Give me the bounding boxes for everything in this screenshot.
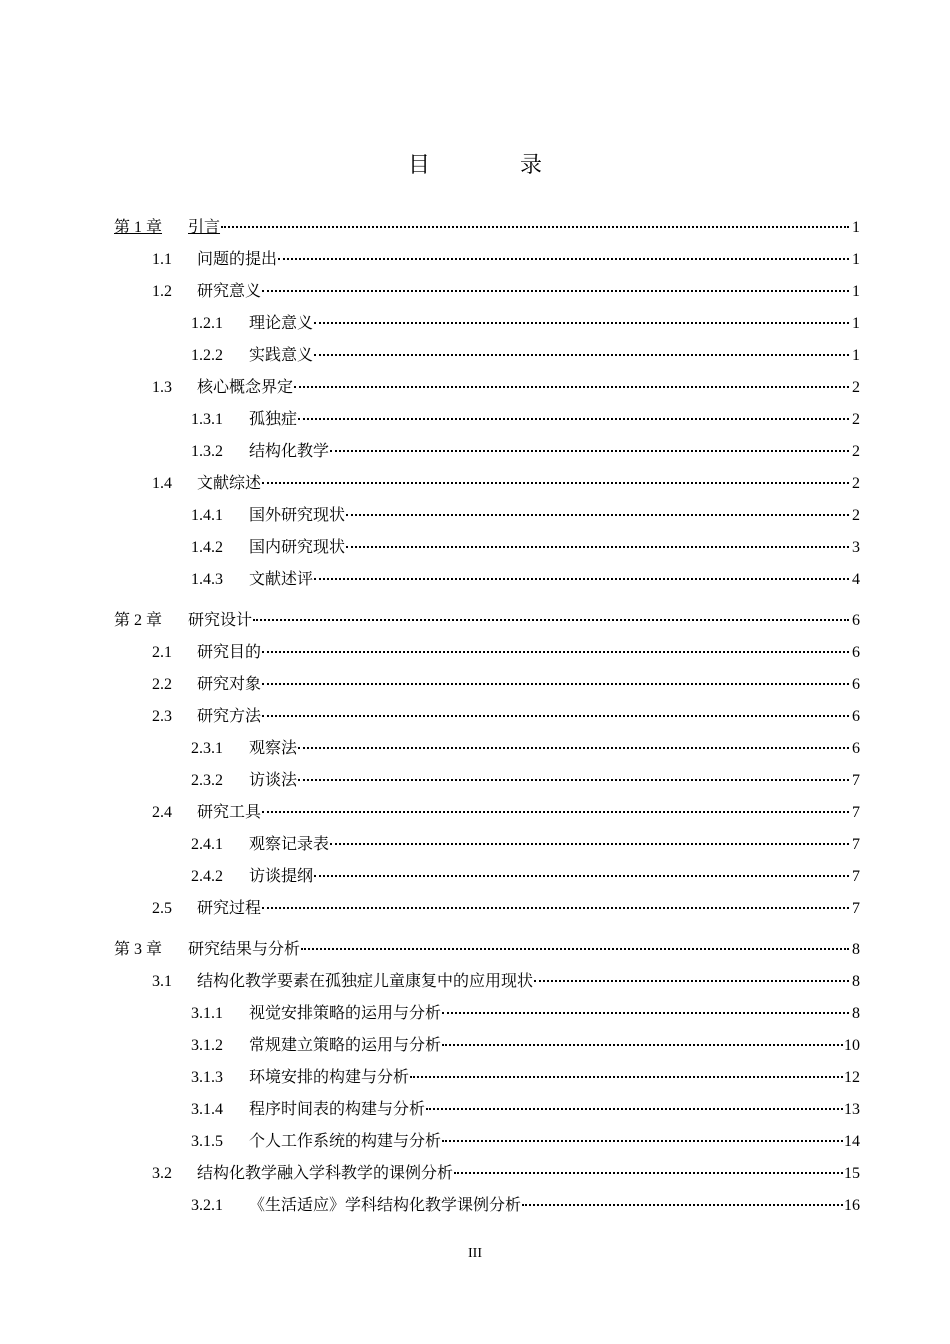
toc-entry-number: 1.2.1	[191, 315, 223, 332]
toc-entry-number: 第 1 章	[114, 219, 163, 236]
dot-leader	[278, 258, 849, 260]
dot-leader	[301, 948, 849, 950]
toc-entry-number: 1.1	[152, 251, 172, 268]
dot-leader	[298, 418, 849, 420]
table-of-contents	[114, 212, 860, 1222]
toc-entry-page: 7	[852, 772, 860, 789]
toc-entry-title: 个人工作系统的构建与分析	[249, 1133, 442, 1150]
toc-entry-page: 2	[852, 411, 860, 428]
toc-entry-number: 3.1.2	[191, 1037, 223, 1054]
toc-entry-number: 1.4.1	[191, 507, 223, 524]
toc-entry-page: 6	[852, 740, 860, 757]
toc-entry-title: 视觉安排策略的运用与分析	[249, 1005, 442, 1022]
toc-entry-page: 1	[852, 251, 860, 268]
toc-entry-page: 12	[844, 1069, 860, 1086]
toc-entry-page: 6	[852, 612, 860, 629]
toc-entry[interactable]	[114, 404, 860, 436]
dot-leader	[262, 683, 849, 685]
toc-entry-number: 2.1	[152, 644, 172, 661]
toc-entry-page: 3	[852, 539, 860, 556]
toc-entry-page: 15	[844, 1165, 860, 1182]
toc-entry-page: 2	[852, 379, 860, 396]
toc-entry-page: 16	[844, 1197, 860, 1214]
toc-entry-number: 3.1.4	[191, 1101, 223, 1118]
toc-entry[interactable]	[114, 637, 860, 669]
toc-entry[interactable]	[114, 500, 860, 532]
toc-entry[interactable]	[114, 998, 860, 1030]
toc-entry-number: 1.2.2	[191, 347, 223, 364]
dot-leader	[410, 1076, 843, 1078]
toc-entry-number: 2.5	[152, 900, 172, 917]
toc-entry[interactable]	[114, 564, 860, 596]
toc-entry[interactable]	[114, 797, 860, 829]
toc-entry[interactable]	[114, 1030, 860, 1062]
toc-entry-number: 3.1.5	[191, 1133, 223, 1150]
toc-entry-number: 2.4	[152, 804, 172, 821]
toc-entry-page: 8	[852, 941, 860, 958]
toc-entry-page: 7	[852, 900, 860, 917]
toc-entry-title: 访谈法	[249, 772, 298, 789]
dot-leader	[330, 843, 849, 845]
toc-entry-number: 2.4.1	[191, 836, 223, 853]
toc-entry-page: 4	[852, 571, 860, 588]
toc-entry-title: 国外研究现状	[249, 507, 346, 524]
dot-leader	[442, 1140, 843, 1142]
dot-leader	[253, 619, 849, 621]
dot-leader	[262, 715, 849, 717]
toc-entry-title: 研究意义	[197, 283, 262, 300]
toc-entry[interactable]	[114, 701, 860, 733]
toc-entry-title: 问题的提出	[197, 251, 278, 268]
toc-entry[interactable]	[114, 669, 860, 701]
toc-entry-page: 2	[852, 507, 860, 524]
toc-entry-number: 1.3	[152, 379, 172, 396]
toc-entry-title: 访谈提纲	[249, 868, 314, 885]
toc-entry-title: 观察法	[249, 740, 298, 757]
toc-entry[interactable]	[114, 212, 860, 244]
toc-entry[interactable]	[114, 765, 860, 797]
toc-entry[interactable]	[114, 532, 860, 564]
toc-entry-title: 环境安排的构建与分析	[249, 1069, 410, 1086]
dot-leader	[346, 546, 849, 548]
toc-entry-number: 第 3 章	[114, 941, 163, 958]
toc-entry-page: 6	[852, 644, 860, 661]
dot-leader	[314, 578, 849, 580]
toc-entry-title: 核心概念界定	[197, 379, 294, 396]
toc-entry-page: 1	[852, 347, 860, 364]
dot-leader	[314, 354, 849, 356]
dot-leader	[262, 907, 849, 909]
toc-entry-title: 结构化教学	[249, 443, 330, 460]
toc-entry-title: 文献综述	[197, 475, 262, 492]
toc-entry-number: 2.3	[152, 708, 172, 725]
toc-entry[interactable]	[114, 861, 860, 893]
toc-entry[interactable]	[114, 1094, 860, 1126]
toc-entry-page: 8	[852, 1005, 860, 1022]
toc-entry[interactable]	[114, 934, 860, 966]
toc-entry[interactable]	[114, 1062, 860, 1094]
toc-entry-number: 1.4	[152, 475, 172, 492]
toc-entry[interactable]	[114, 276, 860, 308]
toc-title: 目 录	[407, 152, 576, 177]
dot-leader	[454, 1172, 843, 1174]
dot-leader	[314, 875, 849, 877]
toc-entry-page: 2	[852, 443, 860, 460]
toc-entry-number: 1.3.2	[191, 443, 223, 460]
toc-entry-number: 3.2.1	[191, 1197, 223, 1214]
toc-entry[interactable]	[114, 340, 860, 372]
toc-entry-number: 1.3.1	[191, 411, 223, 428]
dot-leader	[221, 226, 849, 228]
toc-entry-title: 研究过程	[197, 900, 262, 917]
toc-entry-page: 13	[844, 1101, 860, 1118]
dot-leader	[534, 980, 849, 982]
toc-entry-title: 研究工具	[197, 804, 262, 821]
dot-leader	[298, 779, 849, 781]
dot-leader	[314, 322, 849, 324]
toc-entry-page: 1	[852, 315, 860, 332]
toc-entry[interactable]	[114, 308, 860, 340]
toc-entry-title: 研究设计	[188, 612, 253, 629]
toc-entry-title: 《生活适应》学科结构化教学课例分析	[249, 1197, 522, 1214]
dot-leader	[442, 1044, 843, 1046]
dot-leader	[522, 1204, 843, 1206]
dot-leader	[298, 747, 849, 749]
toc-entry-page: 7	[852, 804, 860, 821]
toc-entry-number: 1.4.2	[191, 539, 223, 556]
toc-entry[interactable]	[114, 436, 860, 468]
toc-entry-title: 研究结果与分析	[188, 941, 301, 958]
toc-entry[interactable]	[114, 966, 860, 998]
toc-entry[interactable]	[114, 605, 860, 637]
toc-entry-title: 研究方法	[197, 708, 262, 725]
toc-entry-title: 程序时间表的构建与分析	[249, 1101, 426, 1118]
page-number-footer: III	[468, 1246, 482, 1261]
toc-entry-number: 第 2 章	[114, 612, 163, 629]
toc-entry-number: 3.1	[152, 973, 172, 990]
dot-leader	[442, 1012, 849, 1014]
dot-leader	[294, 386, 849, 388]
toc-entry-number: 3.1.3	[191, 1069, 223, 1086]
dot-leader	[262, 651, 849, 653]
toc-entry[interactable]	[114, 733, 860, 765]
dot-leader	[426, 1108, 843, 1110]
toc-entry-page: 6	[852, 708, 860, 725]
dot-leader	[346, 514, 849, 516]
toc-entry-number: 3.1.1	[191, 1005, 223, 1022]
toc-entry-title: 观察记录表	[249, 836, 330, 853]
toc-entry-title: 实践意义	[249, 347, 314, 364]
toc-entry[interactable]	[114, 893, 860, 925]
toc-entry-number: 1.2	[152, 283, 172, 300]
toc-entry-title: 结构化教学要素在孤独症儿童康复中的应用现状	[197, 973, 534, 990]
dot-leader	[262, 290, 849, 292]
toc-entry-number: 2.4.2	[191, 868, 223, 885]
toc-entry[interactable]	[114, 468, 860, 500]
toc-entry-page: 6	[852, 676, 860, 693]
dot-leader	[262, 811, 849, 813]
toc-entry-page: 8	[852, 973, 860, 990]
dot-leader	[262, 482, 849, 484]
toc-entry[interactable]	[114, 829, 860, 861]
toc-entry[interactable]	[114, 1158, 860, 1190]
toc-entry-number: 2.3.1	[191, 740, 223, 757]
toc-entry-title: 引言	[188, 219, 221, 236]
toc-entry-page: 1	[852, 283, 860, 300]
toc-entry-title: 常规建立策略的运用与分析	[249, 1037, 442, 1054]
toc-entry[interactable]	[114, 244, 860, 276]
toc-entry-page: 7	[852, 836, 860, 853]
toc-entry-number: 2.2	[152, 676, 172, 693]
toc-entry-number: 1.4.3	[191, 571, 223, 588]
toc-entry-title: 理论意义	[249, 315, 314, 332]
toc-entry-page: 7	[852, 868, 860, 885]
toc-entry-page: 14	[844, 1133, 860, 1150]
toc-entry[interactable]	[114, 1190, 860, 1222]
toc-entry-title: 结构化教学融入学科教学的课例分析	[197, 1165, 454, 1182]
toc-entry-page: 10	[844, 1037, 860, 1054]
toc-entry-page: 1	[852, 219, 860, 236]
toc-entry-page: 2	[852, 475, 860, 492]
toc-entry-title: 文献述评	[249, 571, 314, 588]
toc-entry-number: 3.2	[152, 1165, 172, 1182]
dot-leader	[330, 450, 849, 452]
toc-entry-title: 孤独症	[249, 411, 298, 428]
toc-entry[interactable]	[114, 1126, 860, 1158]
toc-entry[interactable]	[114, 372, 860, 404]
toc-entry-number: 2.3.2	[191, 772, 223, 789]
toc-entry-title: 国内研究现状	[249, 539, 346, 556]
toc-entry-title: 研究对象	[197, 676, 262, 693]
toc-entry-title: 研究目的	[197, 644, 262, 661]
